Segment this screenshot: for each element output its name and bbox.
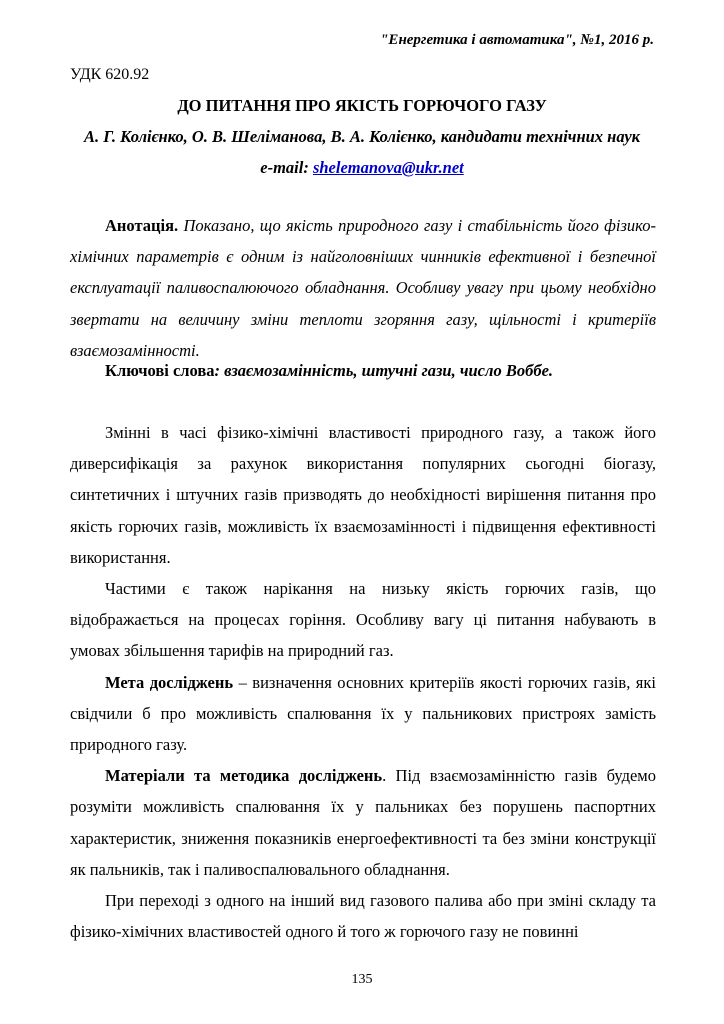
- abstract-label: Анотація.: [105, 216, 179, 235]
- paragraph-2: Частими є також нарікання на низьку якість горючих газів, що відображається на процесах горіння. Особливу вагу ці питання набувають в умовах збільшення тарифів на природний газ.: [70, 579, 656, 661]
- udk-code: УДК 620.92: [70, 66, 150, 83]
- email-label: e-mail:: [260, 158, 313, 177]
- keywords-text: : взаємозамінність, штучні гази, число Воббе.: [214, 361, 554, 380]
- paragraph-5: При переході з одного на інший вид газового палива або при зміні складу та фізико-хімічних властивостей одного й того ж горючого газу не повинні: [70, 891, 656, 942]
- paper-title: ДО ПИТАННЯ ПРО ЯКІСТЬ ГОРЮЧОГО ГАЗУ: [177, 96, 547, 115]
- methods-text: . Під взаємозамінністю газів будемо розуміти можливість спалювання їх у пальниках без порушень паспортних характеристик, зниження показників енергоефективності та без зміни конструкції як пальників, так і паливоспалювального обладнання.: [70, 766, 656, 879]
- paragraph-1: Змінні в часі фізико-хімічні властивості природного газу, а також його диверсифікація за рахунок використання популярних сьогодні біогазу, синтетичних і штучних газів призводять до необхідності вирішення питання про якість горючих газів, можливість їх взаємозамінності і підвищення ефективності використання.: [70, 423, 656, 567]
- research-goal-label: Мета досліджень: [105, 672, 234, 692]
- abstract: [70, 210, 656, 366]
- email-link[interactable]: shelemanova@ukr.net: [312, 158, 464, 177]
- keywords-label: Ключові слова: [105, 361, 215, 380]
- page-number: 135: [351, 972, 373, 987]
- main-body: [70, 417, 656, 947]
- authors-line: А. Г. Колієнко, О. В. Шеліманова, В. А. Колієнко, кандидати технічних наук: [83, 127, 641, 146]
- journal-header: "Енергетика і автоматика", №1, 2016 р.: [380, 32, 654, 48]
- keywords: [105, 361, 553, 381]
- methods-label: Матеріали та методика досліджень: [105, 766, 383, 786]
- abstract-text: Показано, що якість природного газу і стабільність його фізико-хімічних параметрів є одним із найголовніших чинників ефективної і безпечної експлуатації паливоспалюючого обладнання. Особливу увагу при цьому необхідно звертати на величину зміни теплоти згоряння газу, щільності і критеріїв взаємозамінності.: [70, 216, 657, 360]
- paragraph-4: [70, 760, 656, 885]
- email-line: [0, 158, 724, 178]
- research-goal-text: – визначення основних критеріїв якості горючих газів, які свідчили б про можливість спалювання їх у пальникових пристроях замість природного газу.: [70, 672, 656, 755]
- paragraph-3: [70, 667, 656, 761]
